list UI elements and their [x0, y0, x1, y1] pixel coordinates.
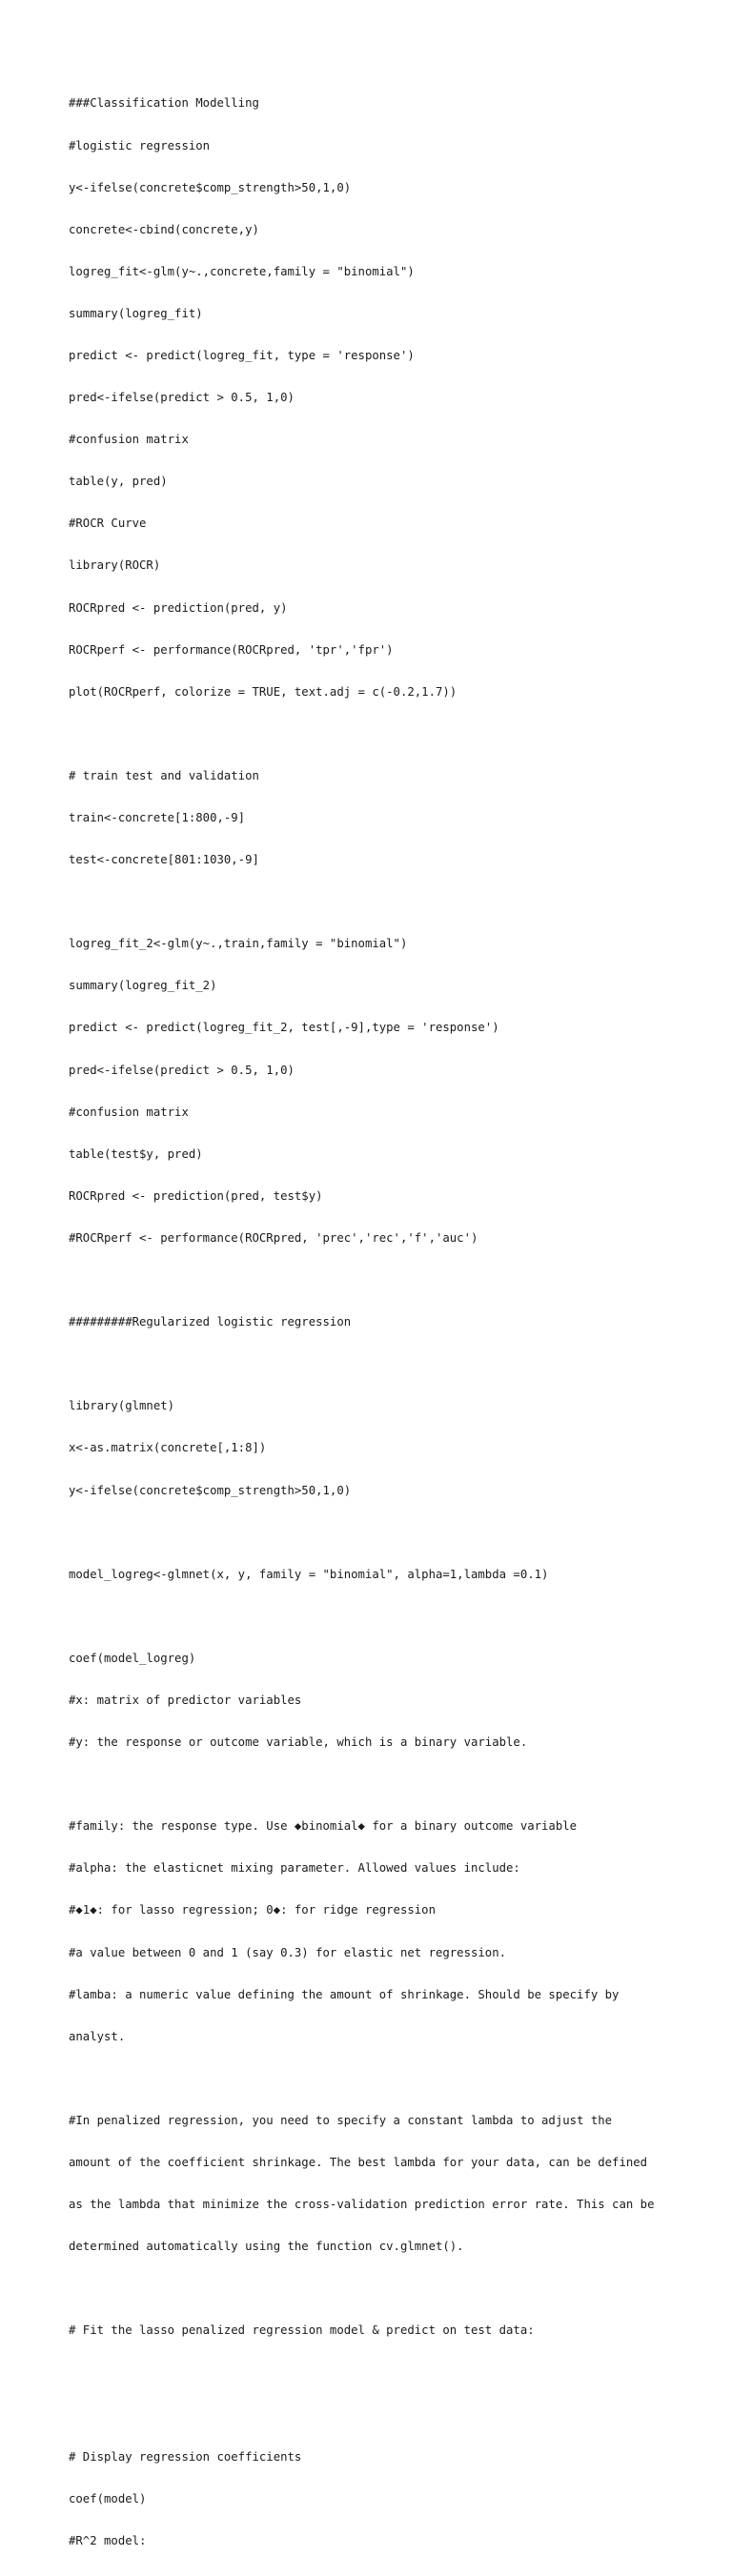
code-line: x<-as.matrix(concrete[,1:8]) [69, 1441, 267, 1455]
code-line: #a value between 0 and 1 (say 0.3) for elastic net regression. [69, 1945, 507, 1959]
code-line: ROCRperf <- performance(ROCRpred, 'tpr','fpr') [69, 642, 394, 657]
code-line: y<-ifelse(concrete$comp_strength>50,1,0) [69, 1483, 352, 1497]
blank-line [69, 1777, 698, 1792]
blank-line [69, 1357, 698, 1371]
code-listing [69, 69, 698, 2576]
code-line: plot(ROCRperf, colorize = TRUE, text.adj = c(-0.2,1.7)) [69, 684, 458, 699]
code-line: amount of the coefficient shrinkage. The best lambda for your data, can be defined [69, 2156, 648, 2169]
code-line: analyst. [69, 2029, 126, 2043]
code-line: #########Regularized logistic regression [69, 1315, 352, 1329]
code-line: library(ROCR) [69, 558, 161, 573]
code-line: pred<-ifelse(predict > 0.5, 1,0) [69, 391, 295, 405]
code-line: pred<-ifelse(predict > 0.5, 1,0) [69, 1063, 295, 1077]
blank-line [69, 2365, 698, 2380]
code-line: # Fit the lasso penalized regression model & predict on test data: [69, 2323, 535, 2338]
code-line: y<-ifelse(concrete$comp_strength>50,1,0) [69, 180, 352, 194]
code-line: #confusion matrix [69, 433, 189, 447]
code-line: #ROCR Curve [69, 517, 147, 531]
blank-line [69, 2408, 698, 2423]
code-line: test<-concrete[801:1030,-9] [69, 853, 259, 867]
code-line: determined automatically using the function cv.glmnet(). [69, 2240, 464, 2254]
code-line: logreg_fit_2<-glm(y~.,train,family = "binomial") [69, 937, 408, 951]
code-line: coef(model_logreg) [69, 1651, 196, 1665]
code-line: table(test$y, pred) [69, 1146, 203, 1161]
code-line: #lamba: a numeric value defining the amount of shrinkage. Should be specify by [69, 1987, 620, 2001]
code-line: table(y, pred) [69, 475, 168, 489]
code-line: #y: the response or outcome variable, which is a binary variable. [69, 1735, 528, 1750]
code-line: #R^2 model: [69, 2533, 147, 2547]
blank-line [69, 895, 698, 909]
code-line: summary(logreg_fit_2) [69, 979, 217, 993]
blank-line [69, 2282, 698, 2296]
code-line: #ROCRperf <- performance(ROCRpred, 'prec','rec','f','auc') [69, 1230, 478, 1245]
code-line: #In penalized regression, you need to specify a constant lambda to adjust the [69, 2113, 613, 2127]
code-line: as the lambda that minimize the cross-validation prediction error rate. This can be [69, 2198, 655, 2212]
code-line: # Display regression coefficients [69, 2449, 302, 2464]
code-line: #logistic regression [69, 138, 211, 152]
code-line: logreg_fit<-glm(y~.,concrete,family = "binomial") [69, 264, 415, 278]
code-line: #confusion matrix [69, 1105, 189, 1119]
code-line: concrete<-cbind(concrete,y) [69, 222, 259, 236]
code-line: ROCRpred <- prediction(pred, y) [69, 600, 288, 615]
blank-line [69, 727, 698, 741]
blank-line [69, 1273, 698, 1288]
code-line: # train test and validation [69, 768, 259, 782]
code-line: predict <- predict(logreg_fit, type = 'response') [69, 348, 415, 362]
code-line: ###Classification Modelling [69, 96, 259, 111]
blank-line [69, 1526, 698, 1540]
blank-line [69, 1610, 698, 1624]
blank-line [69, 2072, 698, 2086]
code-line: train<-concrete[1:800,-9] [69, 811, 246, 824]
code-line: #alpha: the elasticnet mixing parameter. Allowed values include: [69, 1861, 520, 1876]
code-line: #family: the response type. Use ◆binomial◆ for a binary outcome variable [69, 1819, 578, 1834]
code-line: ROCRpred <- prediction(pred, test$y) [69, 1188, 323, 1203]
code-line: coef(model) [69, 2491, 147, 2505]
code-line: summary(logreg_fit) [69, 306, 203, 320]
code-line: #x: matrix of predictor variables [69, 1693, 302, 1707]
code-line: model_logreg<-glmnet(x, y, family = "binomial", alpha=1,lambda =0.1) [69, 1567, 549, 1581]
code-line: #◆1◆: for lasso regression; 0◆: for ridge regression [69, 1903, 436, 1917]
code-line: library(glmnet) [69, 1399, 175, 1413]
code-line: predict <- predict(logreg_fit_2, test[,-9],type = 'response') [69, 1021, 499, 1035]
